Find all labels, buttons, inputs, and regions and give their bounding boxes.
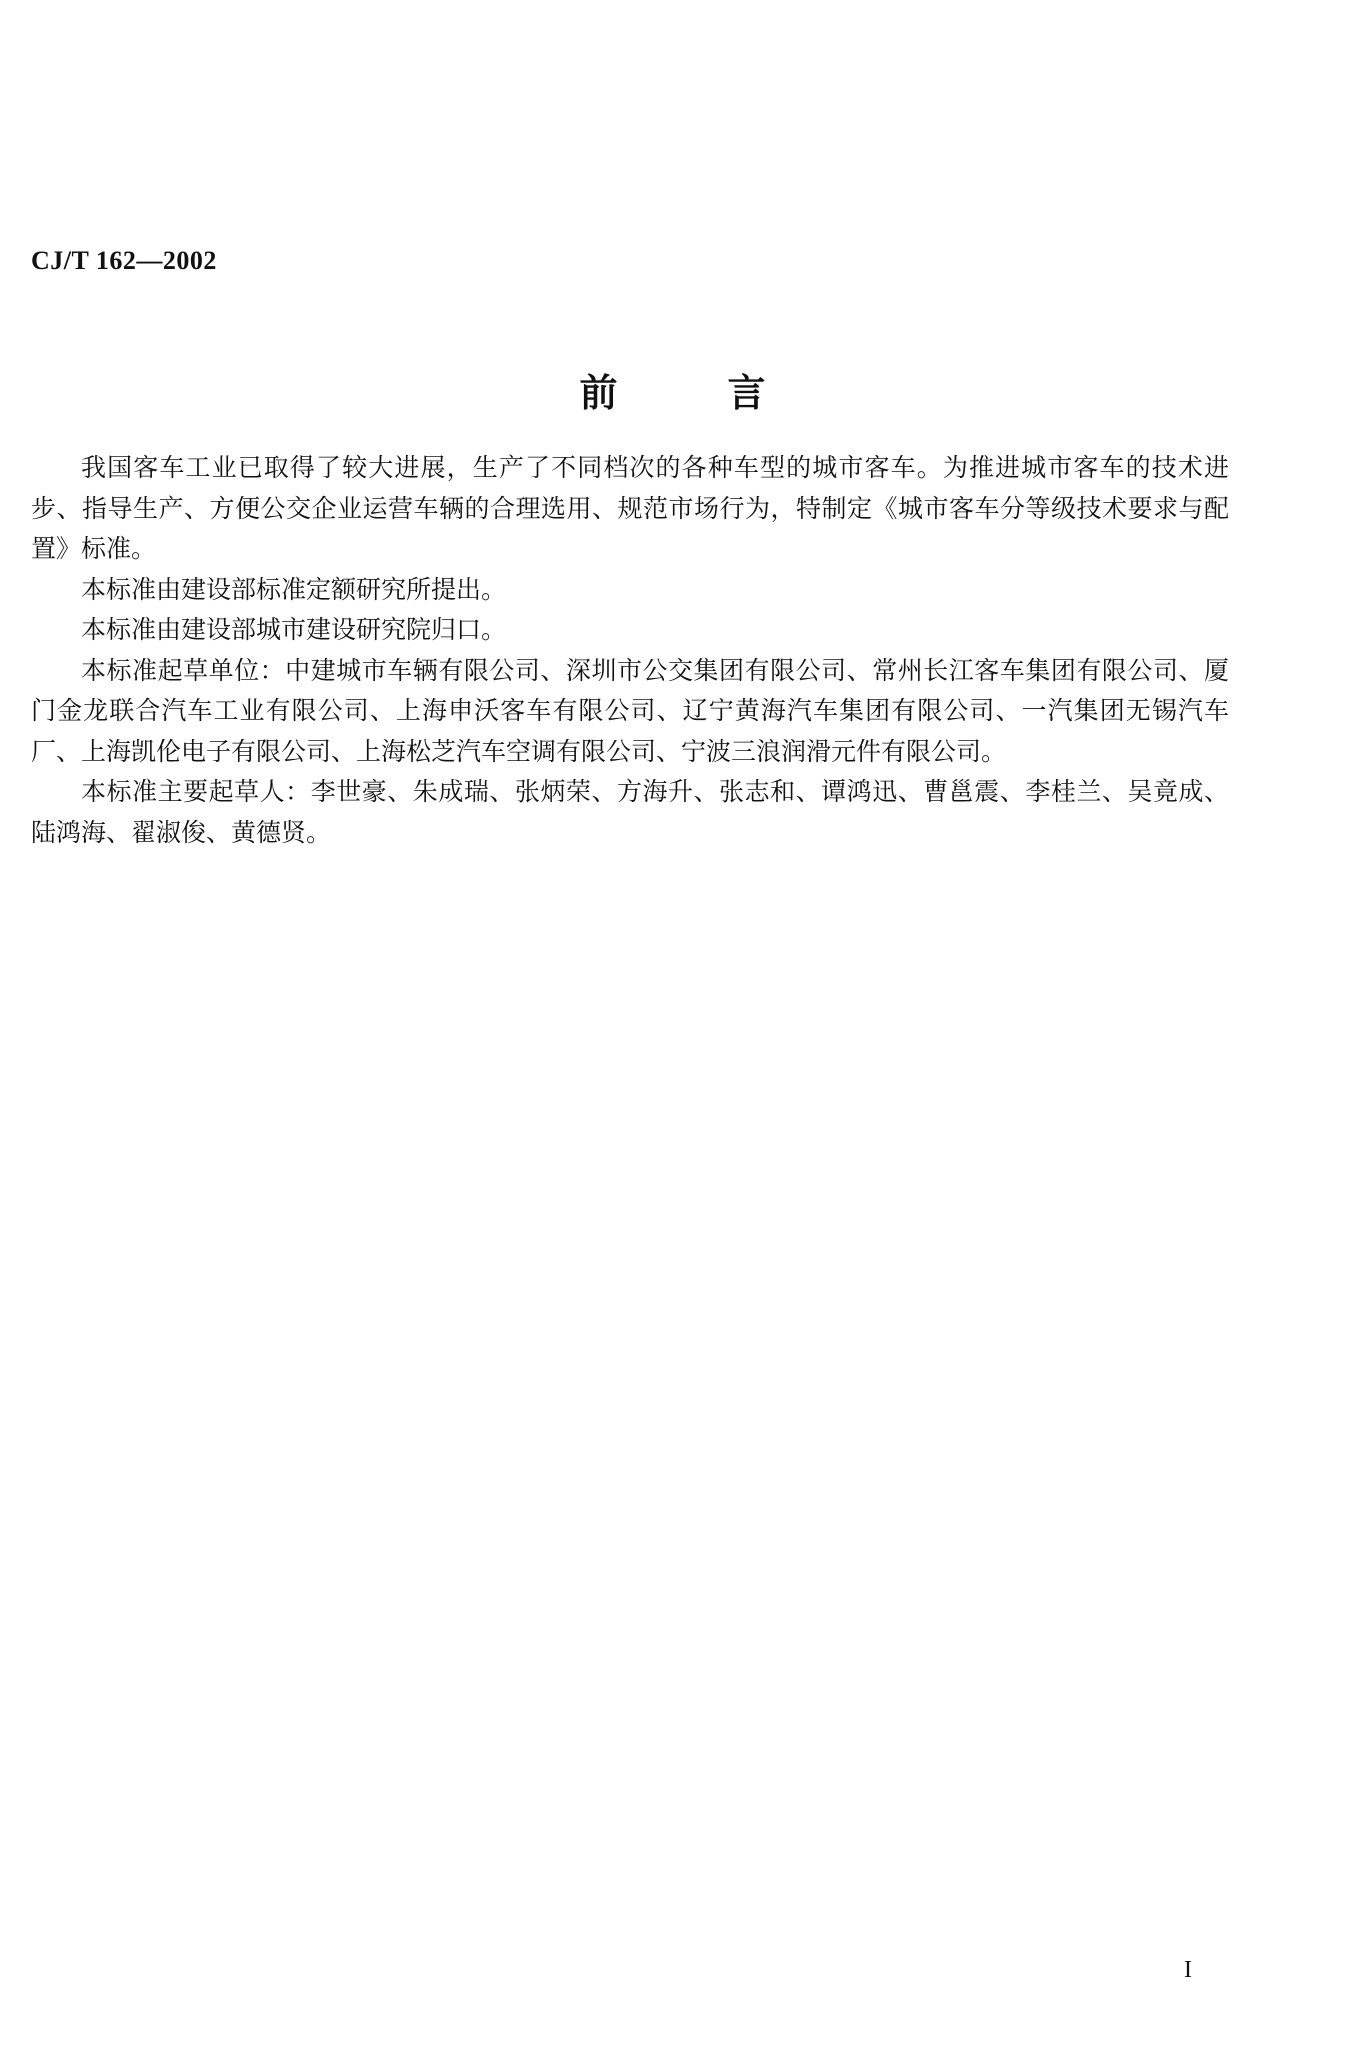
standard-code: CJ/T 162—2002 (31, 246, 217, 275)
paragraph-drafting-units: 本标准起草单位：中建城市车辆有限公司、深圳市公交集团有限公司、常州长江客车集团有限公司、厦门金龙联合汽车工业有限公司、上海申沃客车有限公司、辽宁黄海汽车集团有限公司、一汽集团无锡汽车厂、上海凯伦电子有限公司、上海松芝汽车空调有限公司、宁波三浪润滑元件有限公司。 (31, 655, 1229, 766)
paragraph-proposer: 本标准由建设部标准定额研究所提出。 (81, 574, 507, 604)
page-number: I (1184, 1957, 1192, 1983)
foreword-body (31, 448, 1229, 853)
page-title: 前言 (579, 370, 876, 415)
paragraph-intro: 我国客车工业已取得了较大进展，生产了不同档次的各种车型的城市客车。为推进城市客车的技术进步、指导生产、方便公交企业运营车辆的合理选用、规范市场行为，特制定《城市客车分等级技术要求与配置》标准。 (31, 453, 1229, 563)
paragraph-administrator: 本标准由建设部城市建设研究院归口。 (81, 615, 507, 644)
paragraph-drafters: 本标准主要起草人：李世豪、朱成瑞、张炳荣、方海升、张志和、谭鸿迅、曹邕震、李桂兰、吴竟成、陆鸿海、翟淑俊、黄德贤。 (31, 777, 1229, 847)
